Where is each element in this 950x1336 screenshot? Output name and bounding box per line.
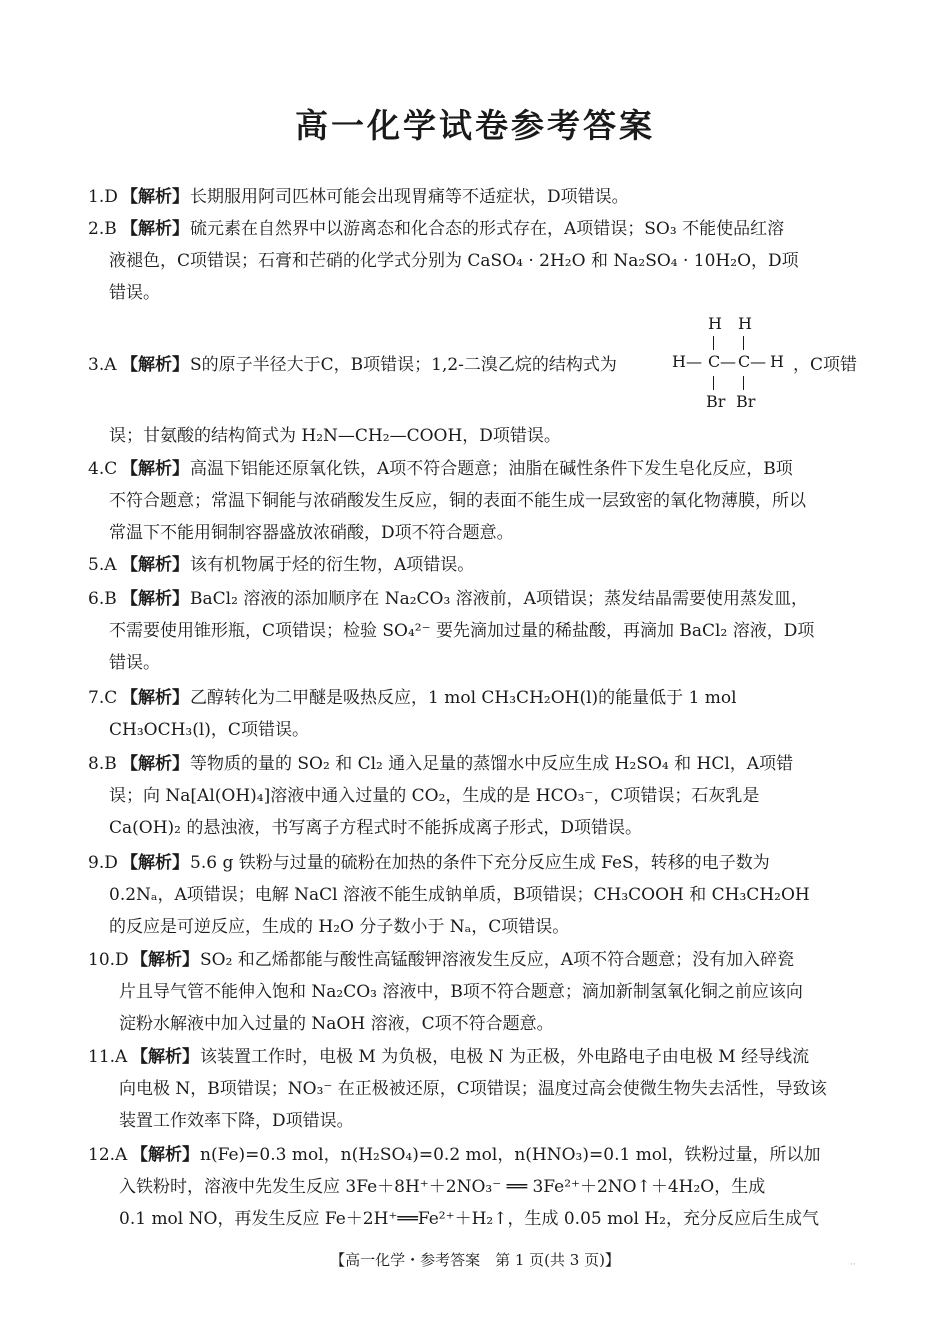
bond-vertical — [713, 336, 714, 350]
answer-item-3-cont — [88, 420, 863, 452]
item-text: CH₃OCH₃(l)，C项错误。 — [109, 720, 309, 740]
item-text: 向电极 N，B项错误；NO₃⁻ 在正极被还原，C项错误；温度过高会使微生物失去活性，导致该 — [119, 1079, 827, 1099]
item-number: 10.D — [88, 950, 129, 970]
answer-item-12 — [88, 1139, 863, 1235]
item-text: 误；甘氨酸的结构简式为 H₂N—CH₂—COOH，D项错误。 — [109, 426, 561, 446]
answer-item-8 — [88, 748, 863, 844]
analysis-tag: 【解析】 — [121, 688, 189, 708]
item-text: 液褪色，C项错误；石膏和芒硝的化学式分别为 CaSO₄ · 2H₂O 和 Na₂SO₄ · 10H₂O，D项 — [109, 251, 799, 271]
item-text: 5.6 g 铁粉与过量的硫粉在加热的条件下充分反应生成 FeS，转移的电子数为 — [190, 853, 770, 873]
item-text: 不符合题意；常温下铜能与浓硝酸发生反应，铜的表面不能生成一层致密的氧化物薄膜，所以 — [109, 491, 806, 511]
answer-item-5 — [88, 549, 863, 581]
answer-item-7 — [88, 682, 863, 746]
analysis-tag: 【解析】 — [121, 219, 189, 239]
item-text: n(Fe)=0.3 mol，n(H₂SO₄)=0.2 mol，n(HNO₃)=0.1 mol，铁粉过量，所以加 — [200, 1145, 821, 1165]
item-text: 高温下铝能还原氧化铁，A项不符合题意；油脂在碱性条件下发生皂化反应，B项 — [190, 459, 793, 479]
item-text: 长期服用阿司匹林可能会出现胃痛等不适症状，D项错误。 — [190, 187, 629, 207]
analysis-tag: 【解析】 — [121, 754, 189, 774]
answer-item-3-tail — [793, 349, 873, 381]
dibromoethane-structure — [672, 312, 792, 417]
item-text: S的原子半径大于C，B项错误；1,2-二溴乙烷的结构式为 — [190, 355, 617, 375]
item-number: 1.D — [88, 187, 118, 207]
bond-vertical — [743, 336, 744, 350]
item-text: 不需要使用锥形瓶，C项错误；检验 SO₄²⁻ 要先滴加过量的稀盐酸，再滴加 BaCl₂ 溶液，D项 — [109, 621, 815, 641]
answer-item-11 — [88, 1041, 863, 1137]
bond-vertical — [713, 376, 714, 390]
bond-horizontal: — — [750, 352, 766, 371]
item-text: BaCl₂ 溶液的添加顺序在 Na₂CO₃ 溶液前，A项错误；蒸发结晶需要使用蒸发皿， — [190, 589, 808, 609]
atom-c-1: C — [708, 352, 721, 371]
item-text: 该有机物属于烃的衍生物，A项错误。 — [190, 555, 475, 575]
atom-br-1: Br — [706, 392, 726, 411]
answer-item-9 — [88, 847, 863, 943]
analysis-tag: 【解析】 — [121, 555, 189, 575]
answer-item-6 — [88, 583, 863, 679]
item-text: Ca(OH)₂ 的悬浊液，书写离子方程式时不能拆成离子形式，D项错误。 — [109, 818, 643, 838]
bond-horizontal: — — [720, 352, 736, 371]
item-text: 装置工作效率下降，D项错误。 — [119, 1111, 354, 1131]
item-text: 片且导气管不能伸入饱和 Na₂CO₃ 溶液中，B项不符合题意；滴加新制氢氧化铜之前应该向 — [119, 982, 803, 1002]
atom-h-top-1: H — [708, 314, 722, 333]
item-text: 硫元素在自然界中以游离态和化合态的形式存在，A项错误；SO₃ 不能使品红溶 — [190, 219, 785, 239]
item-text: 淀粉水解液中加入过量的 NaOH 溶液，C项不符合题意。 — [119, 1014, 554, 1034]
item-text: 错误。 — [109, 653, 160, 673]
item-number: 8.B — [88, 754, 117, 774]
item-text: 的反应是可逆反应，生成的 H₂O 分子数小于 Nₐ，C项错误。 — [109, 917, 570, 937]
item-number: 5.A — [88, 555, 117, 575]
item-number: 2.B — [88, 219, 117, 239]
analysis-tag: 【解析】 — [121, 589, 189, 609]
item-text: ，C项错 — [793, 355, 858, 375]
analysis-tag: 【解析】 — [121, 459, 189, 479]
item-text: 入铁粉时，溶液中先发生反应 3Fe＋8H⁺＋2NO₃⁻ ══ 3Fe²⁺＋2NO↑＋4H₂O，生成 — [119, 1177, 766, 1197]
answer-item-1 — [88, 181, 863, 213]
answer-item-4 — [88, 453, 863, 549]
item-number: 4.C — [88, 459, 118, 479]
page-title: 高一化学试卷参考答案 — [295, 106, 655, 145]
atom-h-top-2: H — [738, 314, 752, 333]
atom-br-2: Br — [736, 392, 756, 411]
item-number: 7.C — [88, 688, 118, 708]
atom-h-left: H — [672, 352, 686, 371]
item-number: 6.B — [88, 589, 117, 609]
atom-h-right: H — [770, 352, 784, 371]
answer-item-2 — [88, 213, 863, 309]
page-footer: 【高一化学・参考答案 第 1 页(共 3 页)】 — [330, 1251, 620, 1269]
analysis-tag: 【解析】 — [121, 355, 189, 375]
analysis-tag: 【解析】 — [131, 950, 199, 970]
corner-mark: ·· — [850, 1260, 856, 1270]
answer-item-10 — [88, 944, 863, 1040]
item-text: 常温下不能用铜制容器盛放浓硝酸，D项不符合题意。 — [109, 523, 514, 543]
analysis-tag: 【解析】 — [121, 853, 189, 873]
analysis-tag: 【解析】 — [121, 187, 189, 207]
item-number: 3.A — [88, 355, 117, 375]
item-text: 乙醇转化为二甲醚是吸热反应，1 mol CH₃CH₂OH(l)的能量低于 1 mol — [190, 688, 737, 708]
item-text: 等物质的量的 SO₂ 和 Cl₂ 通入足量的蒸馏水中反应生成 H₂SO₄ 和 HCl，A项错 — [190, 754, 794, 774]
bond-horizontal: — — [686, 352, 702, 371]
item-number: 9.D — [88, 853, 118, 873]
item-number: 11.A — [88, 1047, 128, 1067]
item-text: 0.1 mol NO，再发生反应 Fe＋2H⁺══Fe²⁺＋H₂↑，生成 0.05 mol H₂，充分反应后生成气 — [119, 1209, 819, 1229]
item-text: SO₂ 和乙烯都能与酸性高锰酸钾溶液发生反应，A项不符合题意；没有加入碎瓷 — [200, 950, 795, 970]
item-text: 误；向 Na[Al(OH)₄]溶液中通入过量的 CO₂，生成的是 HCO₃⁻，C项错误；石灰乳是 — [109, 786, 760, 806]
analysis-tag: 【解析】 — [131, 1145, 199, 1165]
analysis-tag: 【解析】 — [131, 1047, 199, 1067]
item-text: 0.2Nₐ，A项错误；电解 NaCl 溶液不能生成钠单质，B项错误；CH₃COOH 和 CH₃CH₂OH — [109, 885, 810, 905]
item-text: 错误。 — [109, 283, 160, 303]
bond-vertical — [743, 376, 744, 390]
item-number: 12.A — [88, 1145, 128, 1165]
item-text: 该装置工作时，电极 M 为负极，电极 N 为正极，外电路电子由电极 M 经导线流 — [200, 1047, 810, 1067]
atom-c-2: C — [738, 352, 751, 371]
